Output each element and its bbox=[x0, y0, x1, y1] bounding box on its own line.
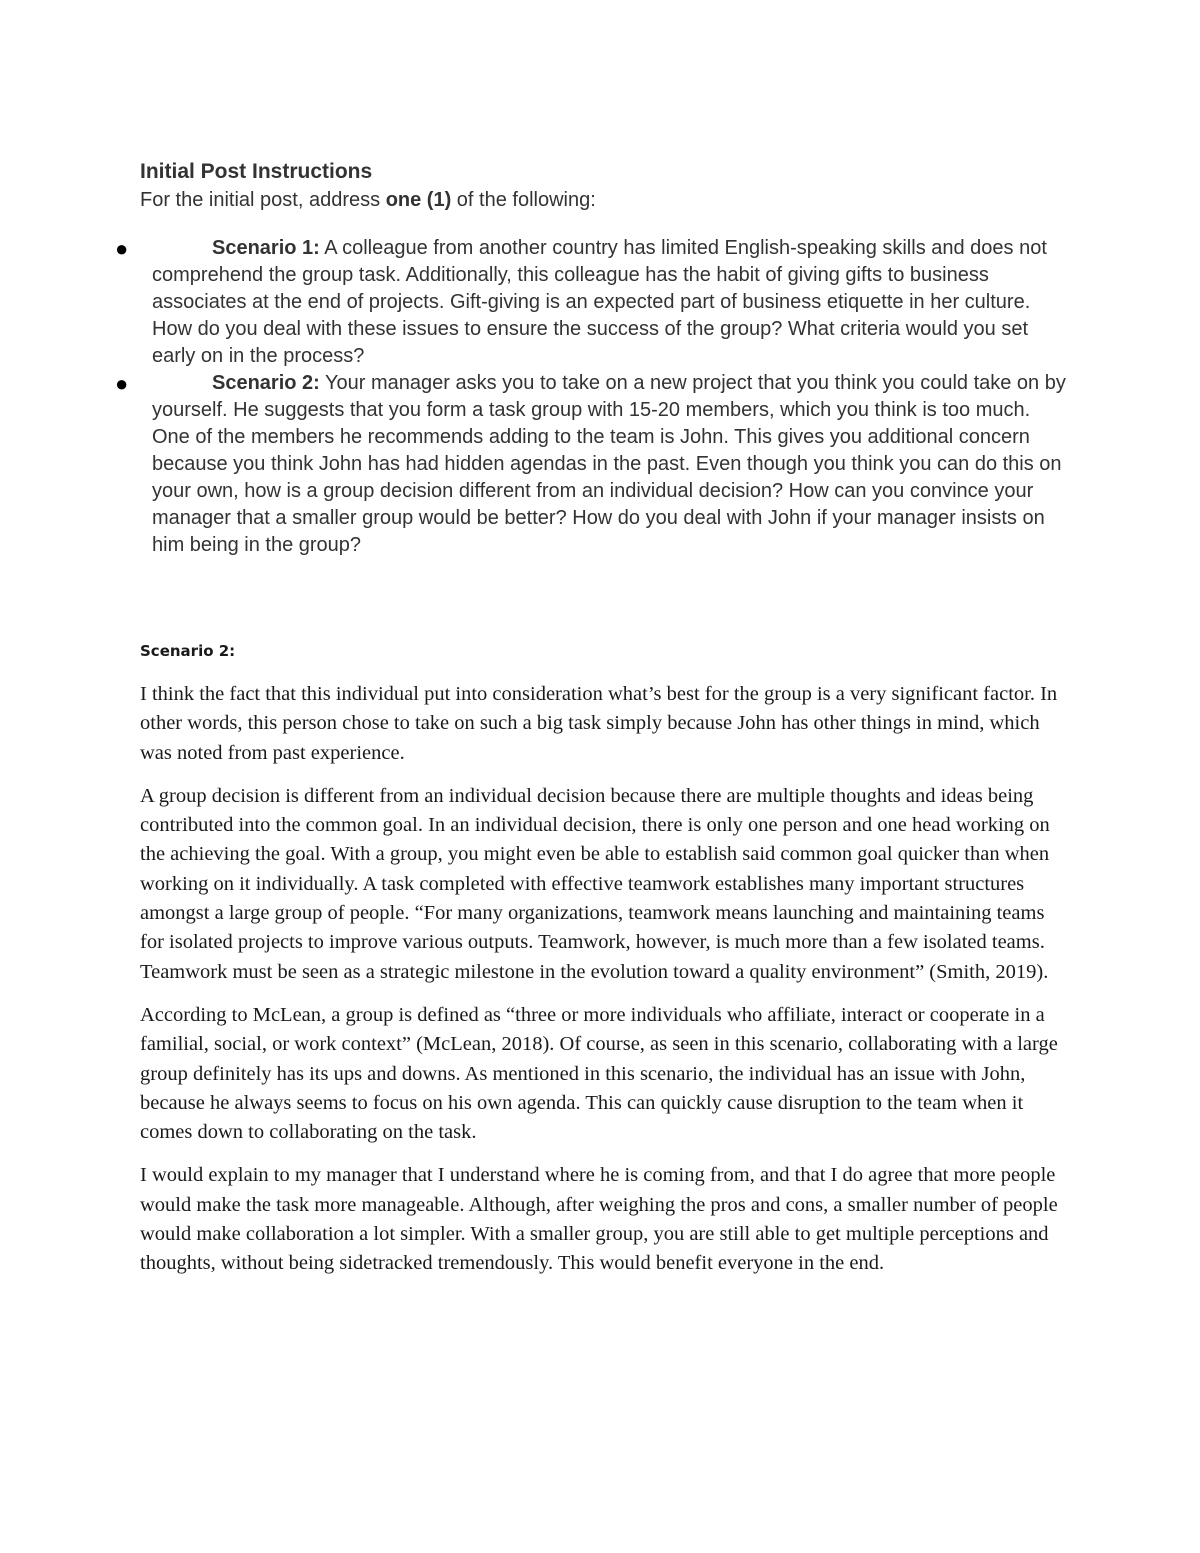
instructions-section bbox=[115, 158, 1070, 559]
intro-text-after: of the following: bbox=[451, 189, 596, 211]
answer-heading: Scenario 2: bbox=[140, 642, 236, 660]
answer-section bbox=[140, 640, 1070, 1293]
answer-paragraph: I would explain to my manager that I understand where he is coming from, and that I do agree that more people would make the task more manageable. Although, after weighing the pros and cons, a smaller number of people would make collaboration a lot simpler. With a smaller group, you are still able to get multiple perceptions and thoughts, without being sidetracked tremendously. This would benefit everyone in the end. bbox=[140, 1164, 1058, 1275]
instructions-heading: Initial Post Instructions bbox=[140, 160, 373, 183]
scenario-text: Your manager asks you to take on a new project that you think you could take on by yourself. He suggests that you form a task group with 15-20 members, which you think is too much. One of the members he recommends adding to the team is John. This gives you additional concern because you think John has had hidden agendas in the past. Even though you think you can do this on your own, how is a group decision different from an individual decision? How can you convince your manager that a smaller group would be better? How do you deal with John if your manager insists on him being in the group? bbox=[152, 372, 1066, 556]
scenario-list bbox=[115, 235, 1070, 559]
instructions-intro bbox=[140, 186, 1070, 214]
bullet-icon: ● bbox=[115, 371, 129, 396]
scenario-item-1 bbox=[115, 235, 1070, 370]
scenario-text: A colleague from another country has limited English-speaking skills and does not comprehend the group task. Additionally, this colleague has the habit of giving gifts to business associates at the end of projects. Gift-giving is an expected part of business etiquette in her culture. How do you deal with these issues to ensure the success of the group? What criteria would you set early on in the process? bbox=[152, 237, 1047, 367]
scenario-item-2 bbox=[115, 370, 1070, 559]
intro-text-bold: one (1) bbox=[385, 189, 452, 211]
answer-paragraph: I think the fact that this individual put into consideration what’s best for the group is a very significant factor. In other words, this person chose to take on such a big task simply because John has other things in mind, which was noted from past experience. bbox=[140, 683, 1058, 764]
bullet-icon: ● bbox=[115, 236, 129, 261]
answer-paragraph: A group decision is different from an individual decision because there are multiple thoughts and ideas being contributed into the common goal. In an individual decision, there is only one person and one head working on the achieving the goal. With a group, you might even be able to establish said common goal quicker than when working on it individually. A task completed with effective teamwork establishes many important structures amongst a large group of people. “For many organizations, teamwork means launching and maintaining teams for isolated projects to improve various outputs. Teamwork, however, is much more than a few isolated teams. Teamwork must be seen as a strategic milestone in the evolution toward a quality environment” (Smith, 2019). bbox=[140, 784, 1050, 983]
intro-text-before: For the initial post, address bbox=[140, 189, 386, 211]
scenario-label: Scenario 2: bbox=[212, 372, 320, 394]
answer-paragraph: According to McLean, a group is defined as “three or more individuals who affiliate, interact or cooperate in a familial, social, or work context” (McLean, 2018). Of course, as seen in this scenario, collaborating with a large group definitely has its ups and downs. As mentioned in this scenario, the individual has an issue with John, because he always seems to focus on his own agenda. This can quickly cause disruption to the team when it comes down to collaborating on the task. bbox=[140, 1003, 1058, 1144]
scenario-label: Scenario 1: bbox=[212, 237, 320, 259]
